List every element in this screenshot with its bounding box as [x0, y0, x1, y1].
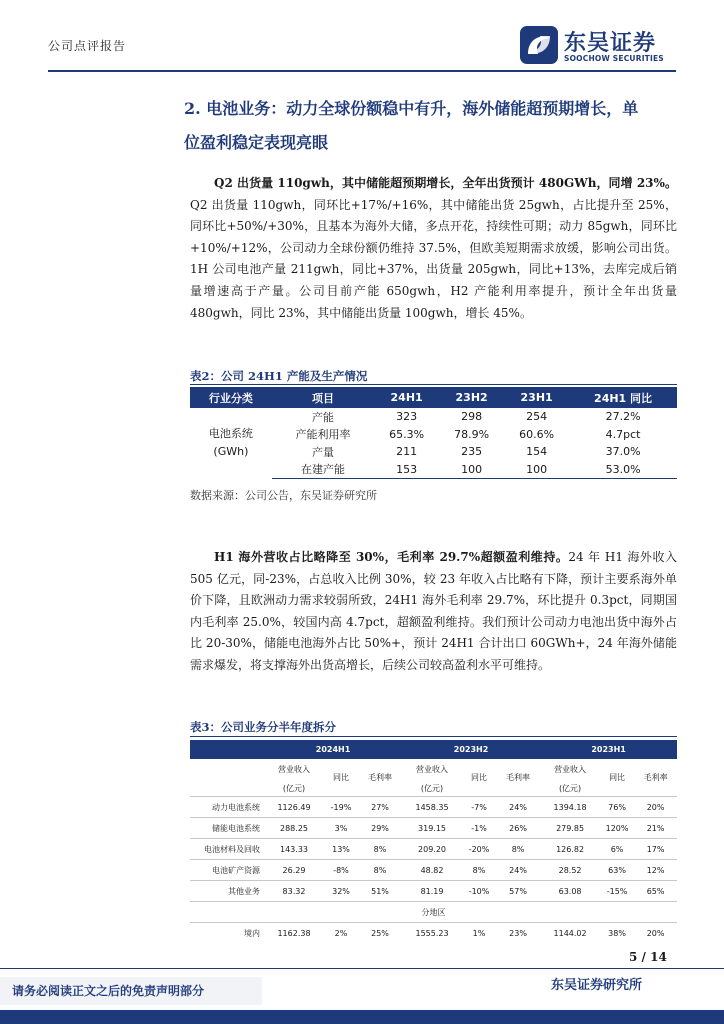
table-cell: 25%	[358, 923, 402, 944]
table-header-cell: 行业分类	[190, 387, 272, 408]
table-cell: 37.0%	[605, 445, 641, 459]
table-cell: 产能利用率	[295, 428, 351, 442]
soochow-logo	[520, 26, 680, 66]
table-cell: 279.85	[540, 818, 600, 839]
table-row	[190, 818, 677, 839]
table-cell: 53.0%	[569, 461, 677, 479]
table-cell: 38%	[600, 923, 634, 944]
table-cell: 1126.49	[264, 797, 324, 818]
yoy-header: 同比	[609, 773, 626, 782]
table-cell: 24%	[496, 797, 540, 818]
capacity-production-table	[190, 387, 677, 479]
row-label: 电池材料及回收	[190, 839, 264, 860]
table-cell: 65.3%	[389, 427, 425, 441]
table-header-cell: 24H1 同比	[569, 387, 677, 408]
table-cell: 29%	[358, 818, 402, 839]
footer-bar	[0, 1010, 724, 1024]
table-header-cell: 24H1	[374, 387, 439, 408]
table-cell: 32%	[324, 881, 358, 902]
period-label: 2023H2	[402, 740, 540, 759]
paragraph-shipments-body: Q2 出货量 110gwh，同环比+17%/+16%，其中储能出货 25gwh，占比提升至 25%，同环比+50%/+30%，且基本为海外大储，多点开花，持续性可期；动力 85gwh，同环比+10%/+12%，公司动力全球份额仍维持 37.5%，但欧美短期需求放缓，影响公司出货。1H 公司电池产量 211gwh，同比+37%，出货量 205gwh，同比+13%，去库完成后销量增速高于产量。公司目前产能 650gwh，H2 产能利用率提升，预计全年出货量 480gwh，同比 23%，其中储能出货量 100gwh，增长 45%。	[190, 197, 677, 320]
table3-top-rule	[190, 736, 677, 737]
revenue-header: 营业收入	[554, 765, 587, 774]
table-cell: 8%	[496, 839, 540, 860]
table-cell: 21%	[634, 818, 677, 839]
table-cell: 211	[396, 445, 418, 459]
document-type-label: 公司点评报告	[48, 39, 127, 53]
paragraph-shipments-lead: Q2 出货量 110gwh，其中储能超预期增长，全年出货预计 480GWh，同增 23%。	[214, 176, 677, 190]
table2-title: 表2：公司 24H1 产能及生产情况	[190, 369, 368, 383]
table-cell: 1458.35	[402, 797, 462, 818]
section-heading-line-1: 2. 电池业务：动力全球份额稳中有升，海外储能超预期增长，单	[184, 99, 639, 118]
section-heading-line-2: 位盈利稳定表现亮眼	[184, 133, 329, 152]
page-number: 5 / 14	[629, 950, 667, 964]
table-cell: 1%	[462, 923, 496, 944]
table-cell: 51%	[358, 881, 402, 902]
paragraph-shipments	[190, 173, 677, 324]
table3-title: 表3：公司业务分半年度拆分	[190, 720, 337, 734]
table-cell: 2%	[324, 923, 358, 944]
table2-top-rule	[190, 384, 677, 385]
paragraph-overseas-lead: H1 海外营收占比略降至 30%，毛利率 29.7%超额盈利维持。	[214, 550, 569, 564]
header-rule	[48, 70, 676, 72]
table-header-row	[190, 387, 677, 408]
table-cell: 20%	[634, 797, 677, 818]
table-cell: 产量	[311, 445, 334, 459]
table-cell: 1394.18	[540, 797, 600, 818]
table-header-cell: 23H2	[439, 387, 504, 408]
yoy-header: 同比	[333, 773, 349, 782]
table-row	[190, 860, 677, 881]
category-unit: (GWh)	[213, 445, 249, 459]
table-row	[190, 408, 677, 426]
table-cell: -8%	[324, 860, 358, 881]
table-cell: 28.52	[540, 860, 600, 881]
table-cell: 154	[526, 445, 548, 459]
table-row	[190, 839, 677, 860]
table-cell: 在建产能	[272, 461, 374, 479]
table-cell: 23%	[496, 923, 540, 944]
revenue-header: 营业收入	[278, 765, 310, 774]
footer-rule	[0, 968, 724, 969]
table-cell: 3%	[324, 818, 358, 839]
table-header-cell: 项目	[272, 387, 374, 408]
table-cell: -19%	[324, 797, 358, 818]
table-cell: 27.2%	[605, 410, 641, 424]
table-cell: 6%	[600, 839, 634, 860]
table-cell: 65%	[634, 881, 677, 902]
soochow-logo-icon	[520, 26, 558, 64]
table-cell: -7%	[462, 797, 496, 818]
disclaimer-notice: 请务必阅读正文之后的免责声明部分	[0, 977, 262, 1005]
institute-name: 东吴证券研究所	[551, 978, 643, 993]
table-cell: 63%	[600, 860, 634, 881]
row-label: 储能电池系统	[190, 818, 264, 839]
revenue-unit: (亿元)	[420, 783, 444, 793]
column-header-row	[190, 759, 677, 780]
table-cell: 323	[396, 410, 418, 424]
table-cell: 产能	[311, 410, 334, 424]
table-cell: 1555.23	[402, 923, 462, 944]
table-cell: 4.7pct	[605, 427, 641, 441]
revenue-header: 营业收入	[416, 765, 449, 774]
table-cell: 78.9%	[454, 427, 490, 441]
table-cell: 288.25	[264, 818, 324, 839]
table-cell: 63.08	[540, 881, 600, 902]
table-cell: 81.19	[402, 881, 462, 902]
table-cell: 83.32	[264, 881, 324, 902]
table-cell: 8%	[358, 839, 402, 860]
table-cell: 319.15	[402, 818, 462, 839]
table2-source: 数据来源：公司公告，东吴证券研究所	[190, 489, 377, 502]
table-cell: 17%	[634, 839, 677, 860]
table-cell: 126.82	[540, 839, 600, 860]
table-cell: 120%	[600, 818, 634, 839]
logo-english-name: SOOCHOW SECURITIES	[564, 54, 664, 63]
table-cell: 298	[461, 410, 483, 424]
period-label: 2024H1	[264, 740, 402, 759]
table-cell: 12%	[634, 860, 677, 881]
table-cell: 8%	[462, 860, 496, 881]
paragraph-overseas-body: 24 年 H1 海外收入 505 亿元，同-23%，占总收入比例 30%，较 23 年收入占比略有下降，预计主要系海外单价下降，且欧洲动力需求较弱所致，24H1 海外毛利率 29.7%，环比提升 0.3pct，同期国内毛利率 25.0%，较国内高 4.7pct，超额盈利维持。我们预计公司动力电池出货中海外占比 20-30%，储能电池海外占比 50%+，预计 24H1 合计出口 60GWh+，24 年海外储能需求爆发，将支撑海外出货高增长，后续公司较高盈利水平可维持。	[190, 550, 677, 672]
table-cell: -10%	[462, 881, 496, 902]
table-row	[190, 881, 677, 902]
table-cell: -1%	[462, 818, 496, 839]
table-cell: 13%	[324, 839, 358, 860]
table-cell: -20%	[462, 839, 496, 860]
period-label: 2023H1	[540, 740, 677, 759]
table-header-cell: 23H1	[504, 387, 569, 408]
table-cell: 209.20	[402, 839, 462, 860]
logo-chinese-name: 东吴证券	[564, 31, 657, 56]
margin-header: 毛利率	[643, 773, 668, 782]
yoy-header: 同比	[471, 773, 488, 782]
table-cell: 1162.38	[264, 923, 324, 944]
table-cell: -15%	[600, 881, 634, 902]
margin-header: 毛利率	[368, 773, 393, 782]
table-cell: 20%	[634, 923, 677, 944]
region-label: 分地区	[190, 902, 677, 923]
row-label: 其他业务	[190, 881, 264, 902]
table-cell: 1144.02	[540, 923, 600, 944]
table-row	[190, 797, 677, 818]
table-cell: 48.82	[402, 860, 462, 881]
table-cell: 76%	[600, 797, 634, 818]
period-header-row	[190, 740, 677, 759]
table-cell: 235	[461, 445, 483, 459]
table-cell: 27%	[358, 797, 402, 818]
table-cell: 100	[439, 461, 504, 479]
table-cell: 60.6%	[519, 427, 555, 441]
paragraph-overseas	[190, 547, 677, 677]
table-cell: 100	[504, 461, 569, 479]
table-cell: 24%	[496, 860, 540, 881]
row-label: 境内	[190, 923, 264, 944]
table-cell: 143.33	[264, 839, 324, 860]
table-cell: 153	[374, 461, 439, 479]
table-cell: 254	[526, 410, 548, 424]
category-cell	[190, 408, 272, 479]
table-cell: 57%	[496, 881, 540, 902]
table-row	[190, 923, 677, 944]
revenue-unit: (亿元)	[558, 783, 582, 793]
table-cell: 26.29	[264, 860, 324, 881]
region-subheader-row	[190, 902, 677, 923]
table-cell: 8%	[358, 860, 402, 881]
margin-header: 毛利率	[506, 773, 531, 782]
table-cell: 26%	[496, 818, 540, 839]
business-segment-table	[190, 740, 677, 943]
row-label: 动力电池系统	[190, 797, 264, 818]
category-name: 电池系统	[208, 427, 253, 441]
revenue-unit: (亿元)	[282, 783, 306, 793]
row-label: 电池矿产资源	[190, 860, 264, 881]
